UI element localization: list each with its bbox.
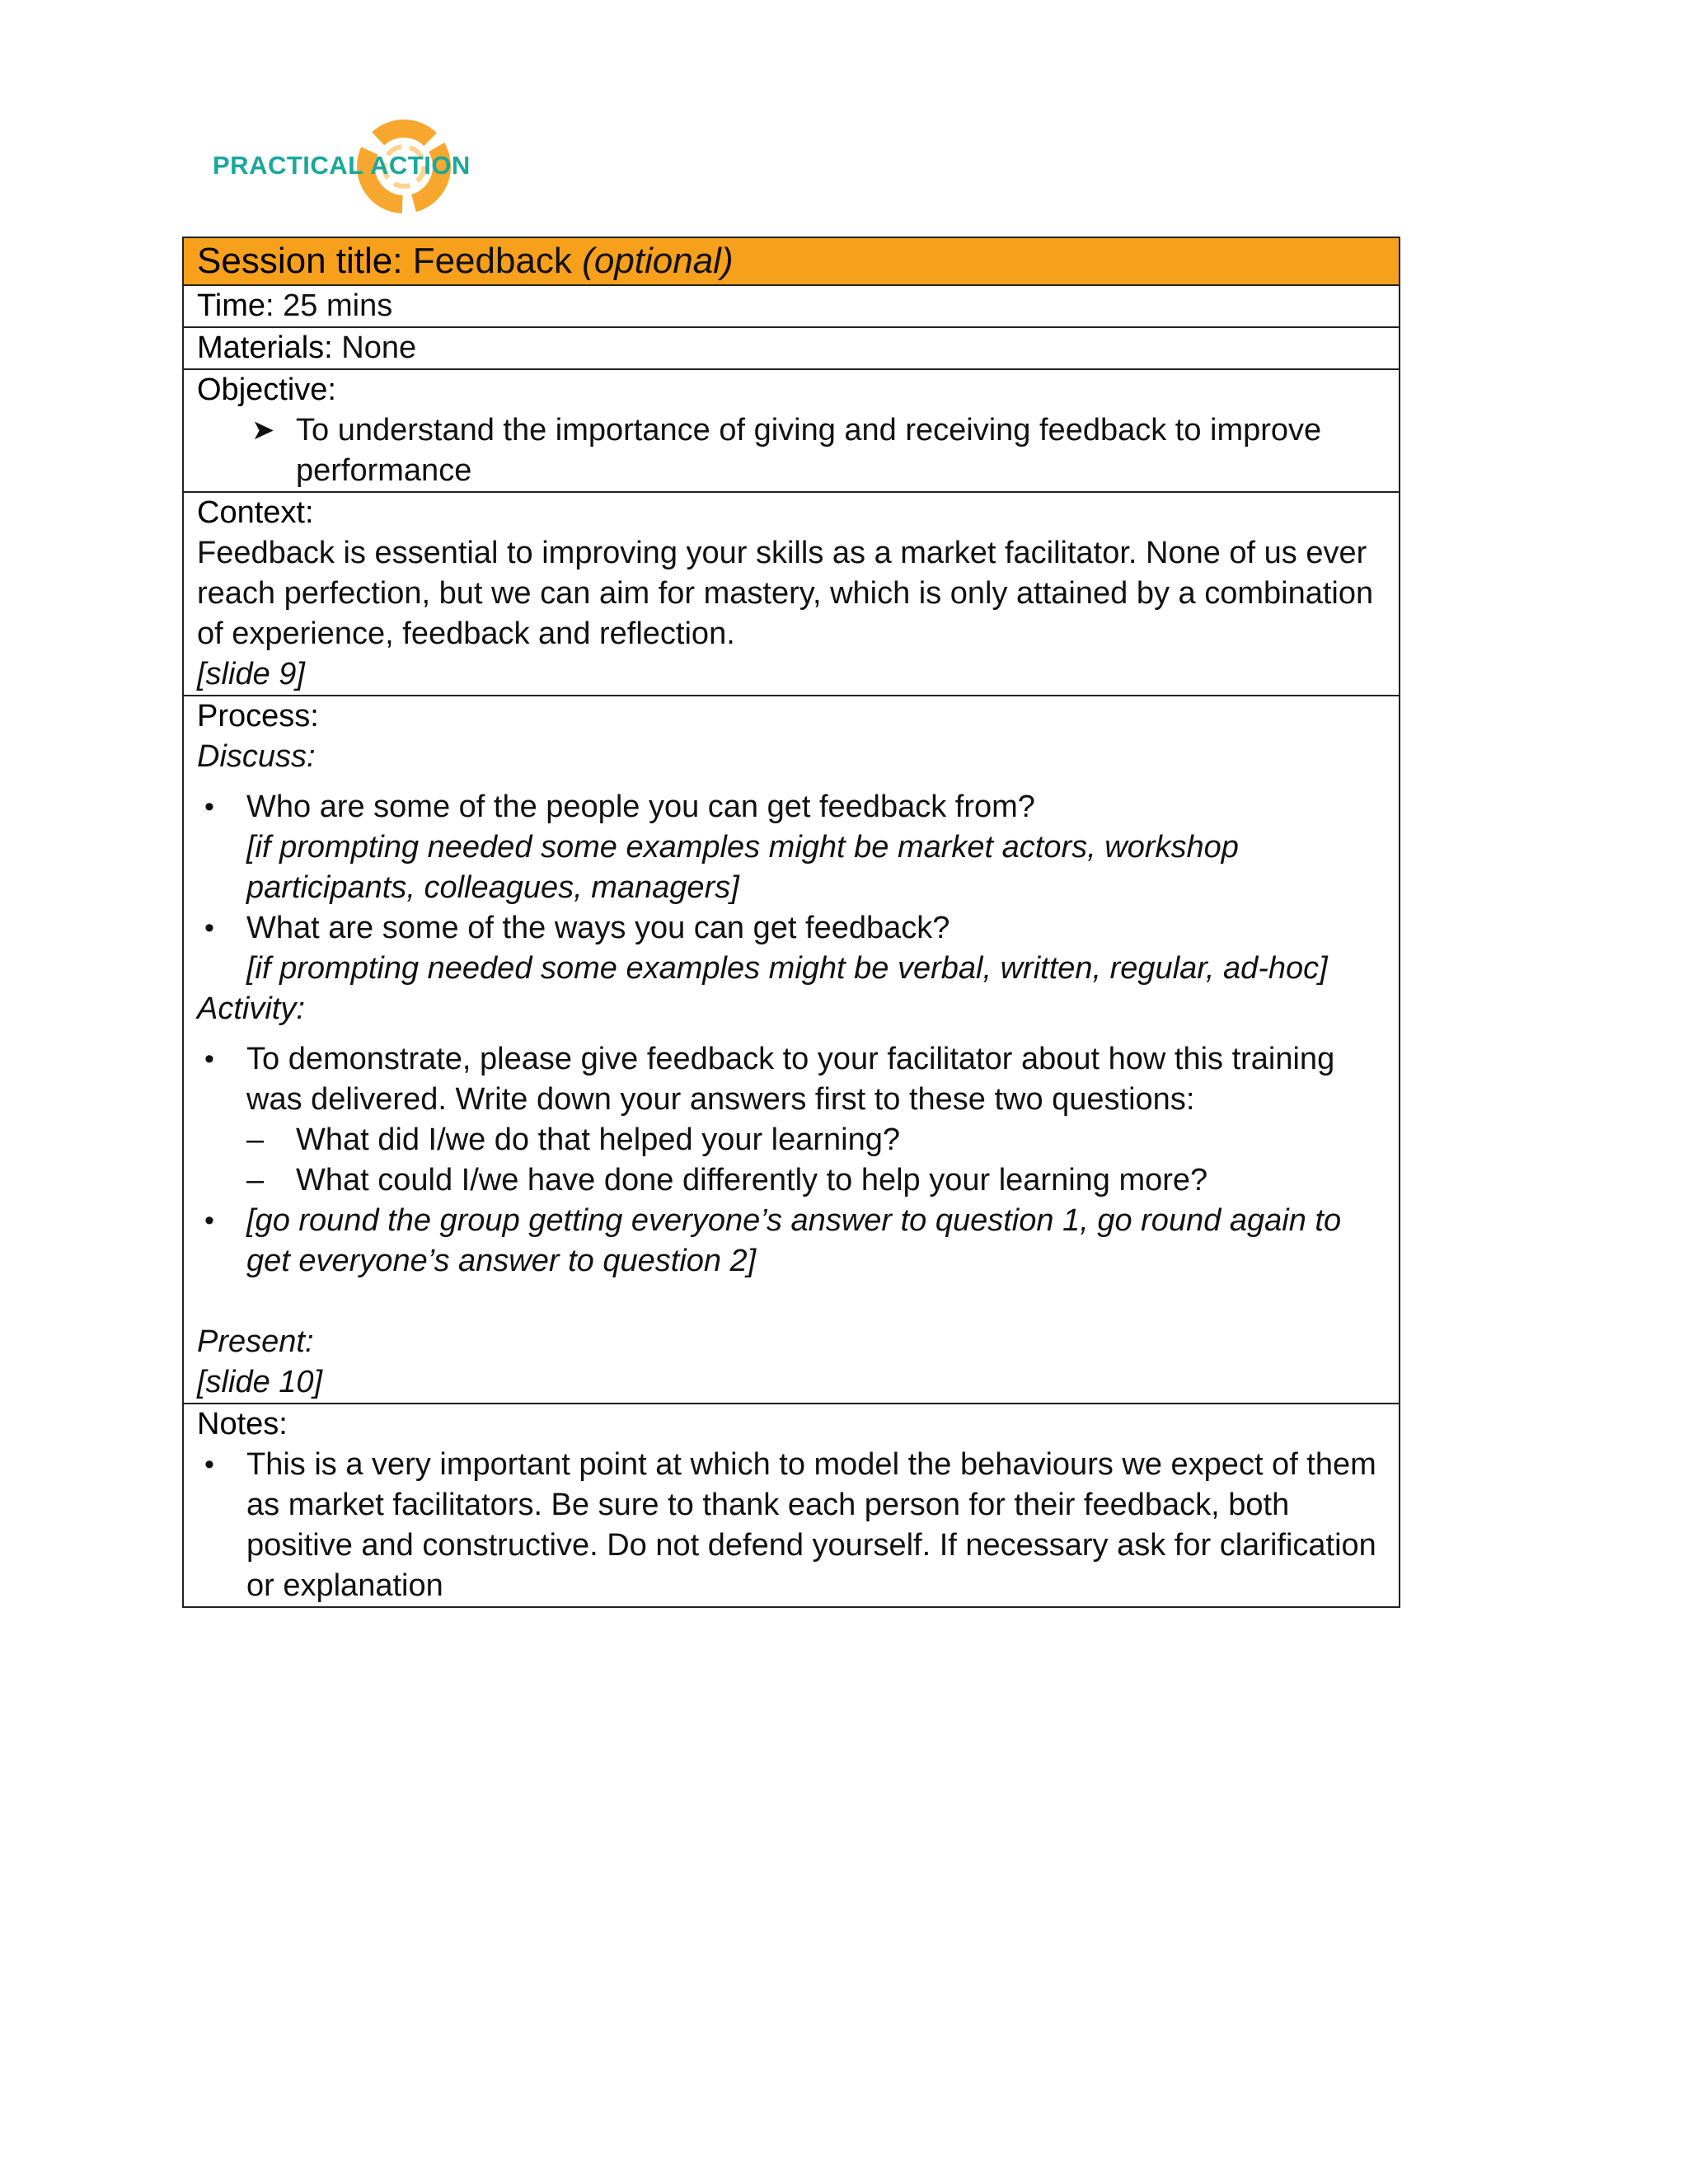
- objective-label: Objective:: [197, 373, 336, 407]
- context-label: Context:: [197, 495, 314, 530]
- dash-icon: –: [246, 1122, 265, 1157]
- objective-item-text: To understand the importance of giving and receiving feedback to improve performance: [296, 413, 1322, 488]
- activity-instruction: To demonstrate, please give feedback to your facilitator about how this training was delivered. Write down your answers first to these two questions:: [246, 1042, 1335, 1117]
- discuss-label: Discuss:: [197, 739, 316, 774]
- bullet-icon: •: [204, 791, 214, 823]
- session-title-value: Feedback: [412, 241, 572, 281]
- list-item: [197, 787, 1387, 908]
- logo-text: PRACTICAL ACTION: [213, 151, 471, 180]
- session-plan-table: [182, 237, 1400, 1608]
- list-item: [197, 1160, 1387, 1201]
- dash-icon: –: [246, 1163, 265, 1197]
- bullet-icon: •: [204, 1043, 214, 1075]
- activity-questions: [197, 1120, 1387, 1201]
- bullet-icon: •: [204, 1449, 214, 1480]
- materials-label: Materials:: [197, 330, 333, 365]
- time-row: [184, 284, 1399, 326]
- activity-question: What could I/we have done differently to help your learning more?: [296, 1163, 1208, 1197]
- time-label: Time:: [197, 288, 274, 323]
- bullet-icon: •: [204, 1205, 214, 1236]
- session-title-suffix: (optional): [582, 241, 734, 281]
- materials-value: None: [341, 330, 417, 365]
- activity-facilitator-note: [go round the group getting everyone’s answer to question 1, go round again to get everyone’s answer to question 2]: [246, 1203, 1342, 1278]
- discuss-note: [if prompting needed some examples might be market actors, workshop participants, colleagues, managers]: [246, 830, 1239, 905]
- activity-label: Activity:: [197, 991, 305, 1026]
- process-label: Process:: [197, 699, 319, 733]
- list-item: [197, 1201, 1387, 1282]
- present-slide-ref: [slide 10]: [197, 1365, 323, 1399]
- list-item: [197, 1039, 1387, 1201]
- context-text: Feedback is essential to improving your skills as a market facilitator. None of us ever reach perfection, but we can aim for mastery, which is only attained by a combination of experience, feedback and reflection.: [197, 536, 1374, 651]
- arrow-bullet-icon: ➤: [251, 415, 275, 446]
- list-item: [197, 908, 1387, 989]
- context-row: [184, 491, 1399, 695]
- notes-label: Notes:: [197, 1407, 288, 1441]
- session-title-label: Session title:: [197, 241, 403, 281]
- context-slide-ref: [slide 9]: [197, 657, 305, 691]
- objective-item: [197, 410, 1387, 491]
- list-item: [197, 1120, 1387, 1160]
- notes-list: [197, 1445, 1387, 1606]
- objective-row: [184, 368, 1399, 491]
- notes-row: [184, 1403, 1399, 1606]
- list-item: [197, 1445, 1387, 1606]
- discuss-question: What are some of the ways you can get feedback?: [246, 911, 950, 945]
- activity-list: [197, 1039, 1387, 1282]
- discuss-note: [if prompting needed some examples might be verbal, written, regular, ad-hoc]: [246, 951, 1328, 986]
- spacer: [197, 1282, 1387, 1322]
- session-title-row: [184, 238, 1399, 284]
- activity-question: What did I/we do that helped your learning?: [296, 1122, 901, 1157]
- time-value: 25 mins: [283, 288, 393, 323]
- materials-row: [184, 326, 1399, 368]
- notes-text: This is a very important point at which to model the behaviours we expect of them as market facilitators. Be sure to thank each person for their feedback, both positive and constructive. Do not defend yourself. If necessary ask for clarification or explanation: [246, 1447, 1376, 1603]
- discuss-list: [197, 787, 1387, 989]
- bullet-icon: •: [204, 912, 214, 944]
- discuss-question: Who are some of the people you can get feedback from?: [246, 790, 1035, 824]
- practical-action-logo: [213, 115, 471, 218]
- present-label: Present:: [197, 1324, 314, 1359]
- process-row: [184, 695, 1399, 1403]
